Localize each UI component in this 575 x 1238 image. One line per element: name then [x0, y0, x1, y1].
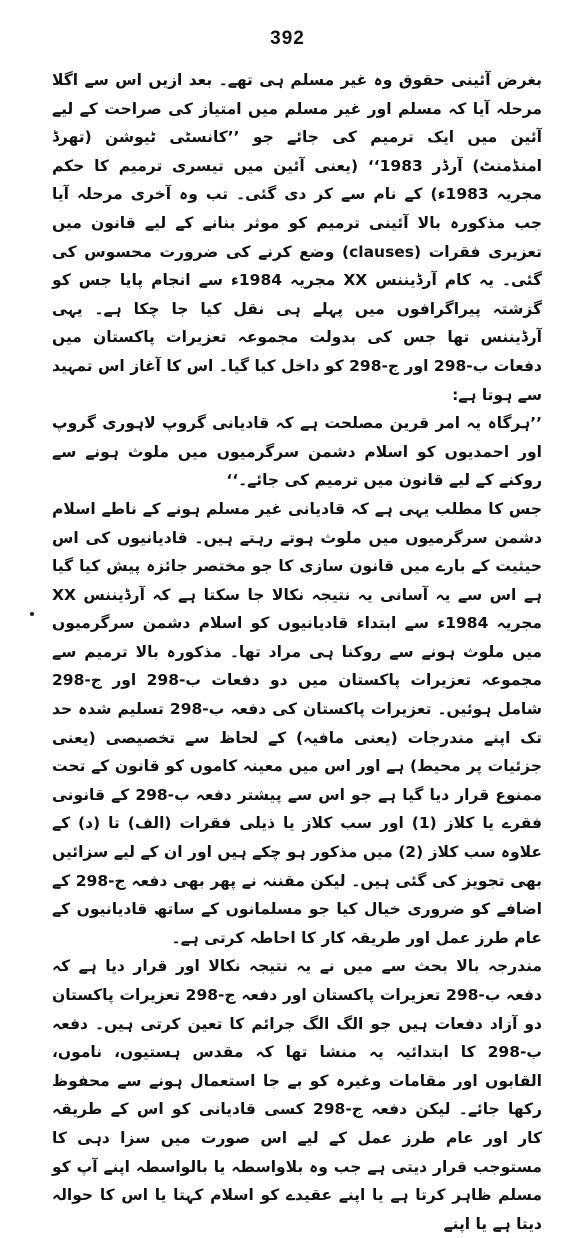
paragraph-3: جس کا مطلب یہی ہے کہ قادیانی غیر مسلم ہونے کے ناطے اسلام دشمن سرگرمیوں میں ملوث ہوتے رہتے ہیں۔ قادیانیوں کی اس حیثیت کے بارے میں قانون سازی کا جو مختصر جائزہ پیش کیا گیا ہے اس سے یہ آسانی یہ نتیجہ نکالا جا سکتا ہے کہ آرڈیننس XX مجریہ 1984ء سے ابتداء قادیانیوں کو اسلام دشمن سرگرمیوں میں ملوث ہونے سے روکنا ہی مراد تھا۔ مذکورہ بالا ترمیم سے مجموعہ تعزیرات پاکستان میں دو دفعات ب-298 اور ج-298 شامل ہوئیں۔ تعزیرات پاکستان کی دفعہ ب-298 تسلیم شدہ حد تک اپنے مندرجات (یعنی مافیہ) کے لحاظ سے تخصیصی (یعنی جزئیات پر محیط) ہے اور اس میں معینہ کاموں کو قانون کے تحت ممنوع قرار دیا گیا ہے جو اس سے پیشتر دفعہ ب-298 کے قانونی فقرے یا کلاز (1) اور سب کلاز یا ذیلی فقرات (الف) تا (د) کے علاوہ سب کلاز (2) میں مذکور ہو چکے ہیں اور ان کے لیے سزائیں بھی تجویز کی گئی ہیں۔ لیکن مقننہ نے پھر بھی دفعہ ج-298 کے اضافے کو ضروری خیال کیا جو مسلمانوں کے ساتھ قادیانیوں کے عام طرز عمل اور طریقہ کار کا احاطہ کرتی ہے۔ [52, 499, 542, 947]
quote-paragraph: ’’ہرگاہ یہ امر قرین مصلحت ہے کہ قادیانی گروپ لاہوری گروپ اور احمدیوں کو اسلام دشمن سرگرمیوں میں ملوث ہونے سے روکنے کے لیے قانون میں ترمیم کی جائے۔‘‘ [52, 414, 542, 490]
paragraph-4: مندرجہ بالا بحث سے میں نے یہ نتیجہ نکالا اور قرار دیا ہے کہ دفعہ ب-298 تعزیرات پاکستان اور دفعہ ج-298 تعزیرات پاکستان دو آزاد دفعات ہیں جو الگ الگ جرائم کا تعین کرتی ہیں۔ دفعہ ب-298 کا ابتدائیہ یہ منشا تھا کہ مقدس ہستیوں، ناموں، القابوں اور مقامات وغیرہ کو بے جا استعمال ہونے سے محفوظ رکھا جائے۔ لیکن دفعہ ج-298 کسی قادیانی کو اس کے طریقہ کار اور عام طرز عمل کے لیے اس صورت میں سزا دہی کا مستوجب قرار دیتی ہے جب وہ بلاواسطہ یا بالواسطہ اپنے آپ کو مسلم ظاہر کرتا ہے یا اپنے عقیدے کو اسلام کہتا یا اس کا حوالہ دیتا ہے یا اپنے [52, 957, 542, 1233]
page-number: 392 [270, 28, 305, 49]
body-text [52, 66, 542, 1238]
paragraph-1: بغرض آئینی حقوق وہ غیر مسلم ہی تھے۔ بعد ازیں اس سے اگلا مرحلہ آیا کہ مسلم اور غیر مسلم میں امتیاز کی صراحت کے لیے آئین میں ایک ترمیم کی جائے جو ’’کانسٹی ٹیوشن (تھرڈ امنڈمنٹ) آرڈر 1983‘‘ (یعنی آئین میں تیسری ترمیم کا حکم مجریہ 1983ء) کے نام سے کر دی گئی۔ تب وہ آخری مرحلہ آیا جب مذکورہ بالا آئینی ترمیم کو موثر بنانے کے لیے قانون میں تعزیری فقرات (clauses) وضع کرنے کی ضرورت محسوس کی گئی۔ یہ کام آرڈیننس XX مجریہ 1984ء سے انجام پایا جس کو گزشتہ پیراگرافوں میں پہلے ہی نقل کیا جا چکا ہے۔ یہی آرڈیننس تھا جس کی بدولت مجموعہ تعزیرات پاکستان میں دفعات ب-298 اور ج-298 کو داخل کیا گیا۔ اس کا آغاز اس تمہید سے ہوتا ہے: [52, 71, 543, 404]
margin-mark [30, 612, 34, 616]
